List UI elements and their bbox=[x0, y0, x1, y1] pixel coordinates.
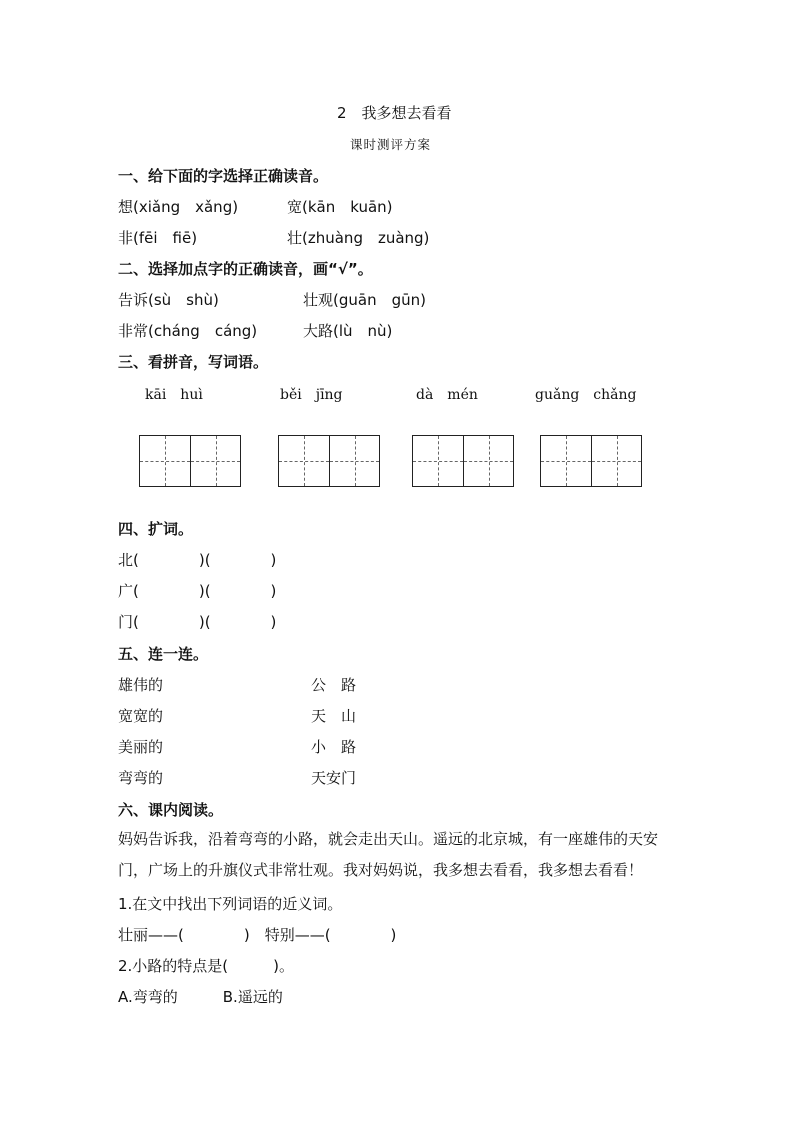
writing-cell[interactable] bbox=[591, 436, 641, 486]
match-left: 雄伟的 bbox=[118, 676, 164, 694]
reading-passage: 妈妈告诉我，沿着弯弯的小路，就会走出天山。遥远的北京城，有一座雄伟的天安门，广场上的升旗仪式非常壮观。我对妈妈说，我多想去看看，我多想去看看！ bbox=[118, 830, 659, 879]
q1-item: 非(fēi fiē) bbox=[118, 229, 198, 247]
q4-item: 门( )( ) bbox=[118, 613, 277, 631]
q4-heading: 四、扩词。 bbox=[118, 520, 194, 538]
q3-pinyin: guǎng chǎng bbox=[535, 387, 637, 403]
q2-heading: 二、选择加点字的正确读音，画“√”。 bbox=[118, 260, 373, 278]
q3-pinyin: kāi huì bbox=[145, 387, 203, 403]
match-left: 弯弯的 bbox=[118, 769, 164, 787]
writing-cell[interactable] bbox=[463, 436, 513, 486]
writing-grid[interactable] bbox=[139, 435, 241, 487]
writing-cell[interactable] bbox=[541, 436, 591, 486]
page-subtitle: 课时测评方案 bbox=[350, 137, 432, 152]
match-right: 公 路 bbox=[311, 676, 357, 694]
q6-sub1-blanks: 壮丽——( ) 特别——( ) bbox=[118, 926, 397, 944]
writing-cell[interactable] bbox=[190, 436, 240, 486]
writing-cell[interactable] bbox=[329, 436, 379, 486]
match-left: 宽宽的 bbox=[118, 707, 164, 725]
q2-item: 告诉(sù shù) bbox=[118, 291, 219, 309]
q1-item: 想(xiǎng xǎng) bbox=[118, 198, 239, 216]
q6-sub2: 2.小路的特点是( )。 bbox=[118, 957, 295, 975]
q4-item: 广( )( ) bbox=[118, 582, 277, 600]
q2-item: 大路(lù nù) bbox=[303, 322, 393, 340]
match-right: 天 山 bbox=[311, 707, 357, 725]
q2-item: 壮观(guān gūn) bbox=[303, 291, 426, 309]
writing-cell[interactable] bbox=[279, 436, 329, 486]
q3-heading: 三、看拼音，写词语。 bbox=[118, 353, 269, 371]
q6-sub1: 1.在文中找出下列词语的近义词。 bbox=[118, 895, 343, 913]
q1-heading: 一、给下面的字选择正确读音。 bbox=[118, 167, 329, 185]
q1-item: 宽(kān kuān) bbox=[287, 198, 393, 216]
match-right: 天安门 bbox=[311, 769, 357, 787]
q2-item: 非常(cháng cáng) bbox=[118, 322, 258, 340]
q3-pinyin: běi jīng bbox=[280, 387, 343, 403]
q5-heading: 五、连一连。 bbox=[118, 645, 209, 663]
match-right: 小 路 bbox=[311, 738, 357, 756]
writing-cell[interactable] bbox=[140, 436, 190, 486]
page-title: 2 我多想去看看 bbox=[337, 104, 452, 122]
q3-pinyin: dà mén bbox=[416, 387, 478, 403]
writing-grid[interactable] bbox=[278, 435, 380, 487]
q1-item: 壮(zhuàng zuàng) bbox=[287, 229, 430, 247]
writing-grid[interactable] bbox=[540, 435, 642, 487]
q6-heading: 六、课内阅读。 bbox=[118, 801, 224, 819]
q4-item: 北( )( ) bbox=[118, 551, 277, 569]
q6-sub2-options: A.弯弯的 B.遥远的 bbox=[118, 988, 283, 1006]
writing-grid[interactable] bbox=[412, 435, 514, 487]
writing-cell[interactable] bbox=[413, 436, 463, 486]
match-left: 美丽的 bbox=[118, 738, 164, 756]
